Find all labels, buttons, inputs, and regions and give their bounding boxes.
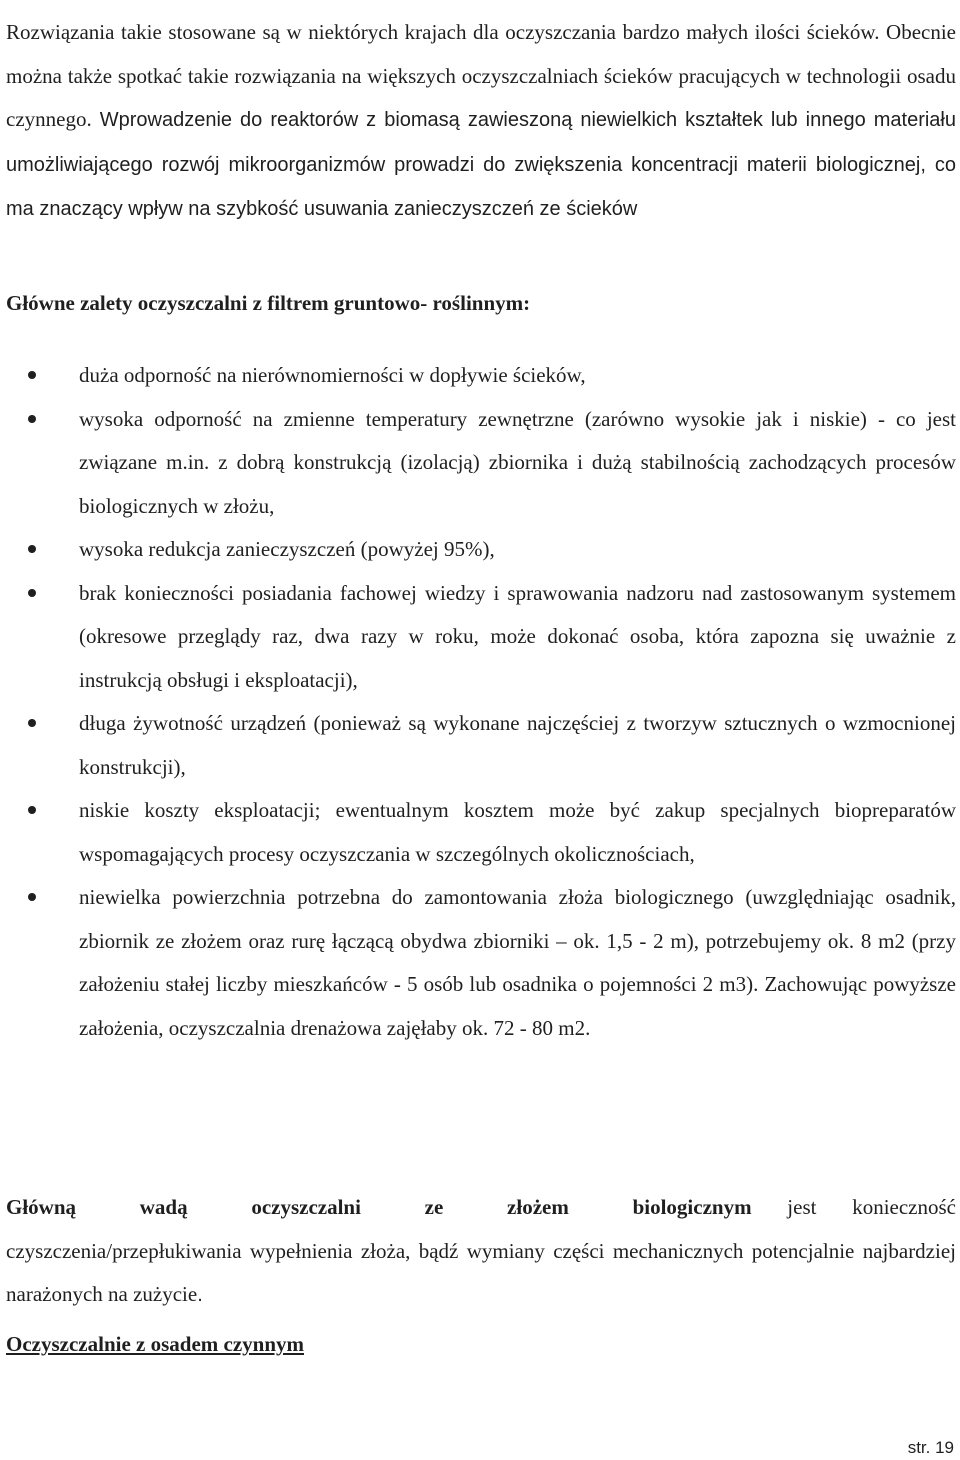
bullet-icon <box>28 371 36 379</box>
drawback-end: . <box>197 1284 203 1306</box>
bullet-icon <box>28 806 36 814</box>
list-item <box>6 398 956 529</box>
list-item-text: brak konieczności posiadania fachowej wiedzy i sprawowania nadzoru nad zastosowanym systemem (okresowe przeglądy raz, dwa razy w roku, może dokonać osoba, która zapozna się uważnie z instrukcją obsługi i eksploatacji), <box>79 580 956 692</box>
list-item <box>6 354 956 398</box>
list-item <box>6 572 956 703</box>
intro-paragraph <box>6 11 956 232</box>
intro-text-part1: Rozwiązania takie stosowane są w niektórych krajach dla oczyszczania bardzo małych ilości ścieków. Obecnie można także spotkać takie rozwiązania na większych oczyszczalniach ścieków pracujących w technologii osadu czynnego. <box>6 20 956 131</box>
list-item-text: wysoka odporność na zmienne temperatury zewnętrzne (zarówno wysokie jak i niskie) - co jest związane m.in. z dobrą konstrukcją (izolacją) zbiornika i dużą stabilnością zachodzących procesów biologicznych w złożu, <box>79 406 956 518</box>
list-item <box>6 789 956 876</box>
document-page <box>6 0 956 1460</box>
drawback-lead: Główną wadą oczyszczalni ze złożem biologicznym <box>6 1195 752 1219</box>
advantages-list <box>6 354 956 1050</box>
list-item-text: długa żywotność urządzeń (ponieważ są wykonane najczęściej z tworzyw sztucznych o wzmocnionej konstrukcji), <box>79 711 956 779</box>
bullet-icon <box>28 719 36 727</box>
list-item <box>6 702 956 789</box>
list-item-text: wysoka redukcja zanieczyszczeń (powyżej 95%), <box>79 537 495 561</box>
list-item <box>6 876 956 1050</box>
page-number: str. 19 <box>907 1438 954 1457</box>
bullet-icon <box>28 415 36 423</box>
list-item-text: niskie koszty eksploatacji; ewentualnym kosztem może być zakup specjalnych biopreparatów wspomagających procesy oczyszczania w szczególnych okolicznościach, <box>79 798 956 866</box>
advantages-heading: Główne zalety oczyszczalni z filtrem gruntowo- roślinnym: <box>6 291 531 315</box>
section-heading: Oczyszczalnie z osadem czynnym <box>6 1332 305 1356</box>
bullet-icon <box>28 893 36 901</box>
bullet-icon <box>28 545 36 553</box>
list-item-text: niewielka powierzchnia potrzebna do zamontowania złoża biologicznego (uwzględniając osadnik, zbiornik ze złożem oraz rurę łączącą obydwa zbiorniki – ok. 1,5 - 2 m), potrzebujemy ok. 8 m2 (przy założeniu stałej liczby mieszkańców - 5 osób lub osadnika o pojemności 2 m3). Zachowując powyższe założenia, oczyszczalnia drenażowa zajęłaby ok. 72 - 80 m2. <box>79 885 956 1040</box>
drawback-text: jest konieczność czyszczenia/przepłukiwania wypełnienia złoża, bądź wymiany części mechanicznych potencjalnie najbardziej narażonych na zużycie <box>6 1195 956 1306</box>
bullet-icon <box>28 589 36 597</box>
list-item <box>6 528 956 572</box>
drawback-paragraph <box>6 1186 956 1318</box>
list-item-text: duża odporność na nierównomierności w dopływie ścieków, <box>79 363 586 387</box>
intro-text-part2: Wprowadzenie do reaktorów z biomasą zawieszoną niewielkich kształtek lub innego materiału umożliwiającego rozwój mikroorganizmów prowadzi do zwiększenia koncentracji materii biologicznej, co ma znaczący wpływ na szybkość usuwania zanieczyszczeń ze ścieków <box>6 109 956 220</box>
